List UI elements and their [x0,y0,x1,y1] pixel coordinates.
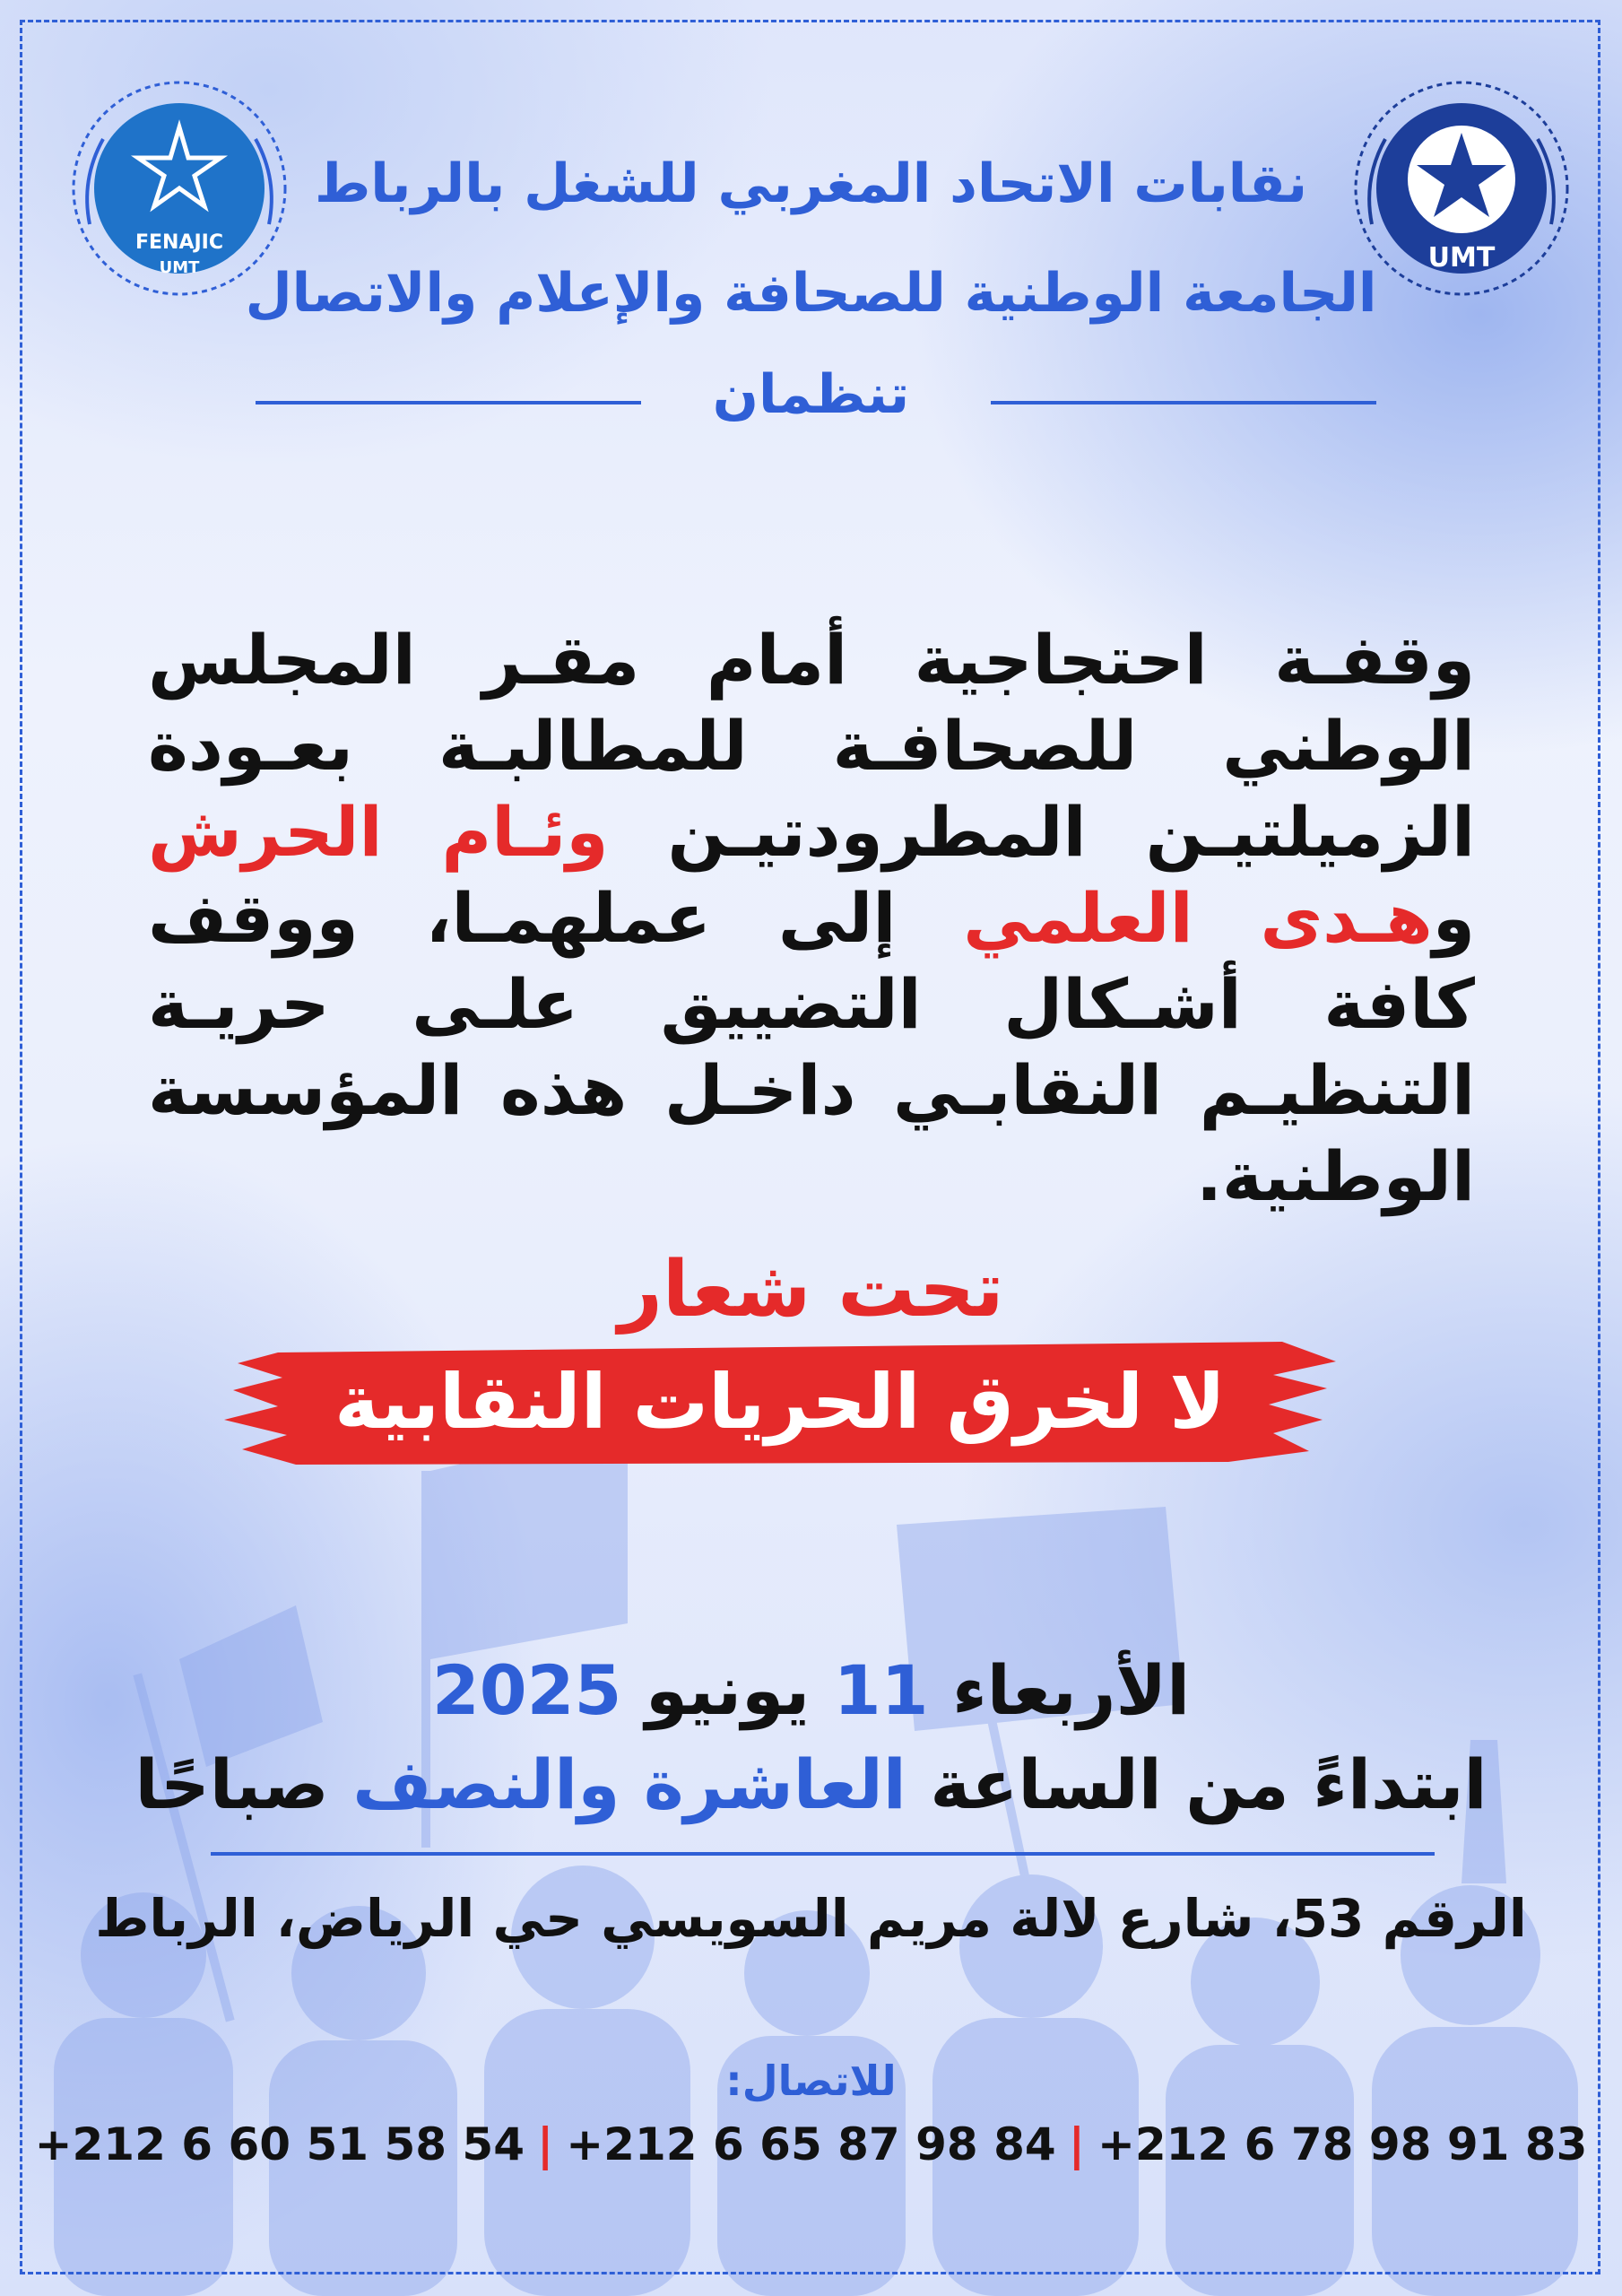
slogan-text: لا لخرق الحريات النقابية [334,1358,1226,1446]
organizer-line-3: تنظمان [712,363,910,426]
event-time-suffix: صباحًا [134,1744,329,1824]
event-time-value: العاشرة والنصف [352,1744,906,1824]
event-day-name: الأربعاء [951,1650,1191,1730]
umt-logo-caption: UMT [1427,242,1496,274]
event-month: يونيو [645,1650,811,1730]
event-date [0,1650,1622,1730]
contact-phones [0,2118,1622,2170]
dismissed-name-2: هـدى العلمي [963,878,1433,958]
event-address: الرقم 53، شارع لالة مريم السويسي حي الرياض، الرباط [95,1888,1527,1949]
organizer-line-2: الجامعة الوطنية للصحافة والإعلام والاتصال [245,262,1377,325]
organizer-line-1: نقابات الاتحاد المغربي للشغل بالرباط [314,152,1307,215]
phone-separator: | [1068,2118,1085,2170]
announcement-connector: و [1432,878,1475,958]
announcement-part-1: وقفـة احتجاجية أمام مقـر المجلس الوطني للصحافـة للمطالبـة بعـودة الزميلتيـن المطرودتيـن [148,620,1475,872]
fenajic-logo-caption: FENAJIC [134,231,223,254]
announcement-text [148,617,1475,1220]
slogan-heading: تحت شعار [618,1245,1004,1335]
phone-number: +212 6 65 87 98 84 [566,2118,1056,2170]
dismissed-name-1: وئـام الحرش [148,792,609,872]
event-time-prefix: ابتداءً من الساعة [930,1744,1488,1824]
phone-number: +212 6 60 51 58 54 [34,2118,525,2170]
event-time [0,1744,1622,1824]
divider-address [211,1852,1435,1856]
contact-label: للاتصال: [725,2057,897,2105]
announcement-part-2: إلى عملهمـا، ووقف كافة أشـكال التضييق علـى حريـة التنظيـم النقابـي داخـل هذه المؤسسة الوطنية. [148,878,1475,1216]
phone-separator: | [537,2118,554,2170]
event-year: 2025 [431,1650,622,1730]
fenajic-logo-subcaption: UMT [159,258,200,277]
event-day-number: 11 [833,1650,929,1730]
phone-number: +212 6 78 98 91 83 [1097,2118,1588,2170]
